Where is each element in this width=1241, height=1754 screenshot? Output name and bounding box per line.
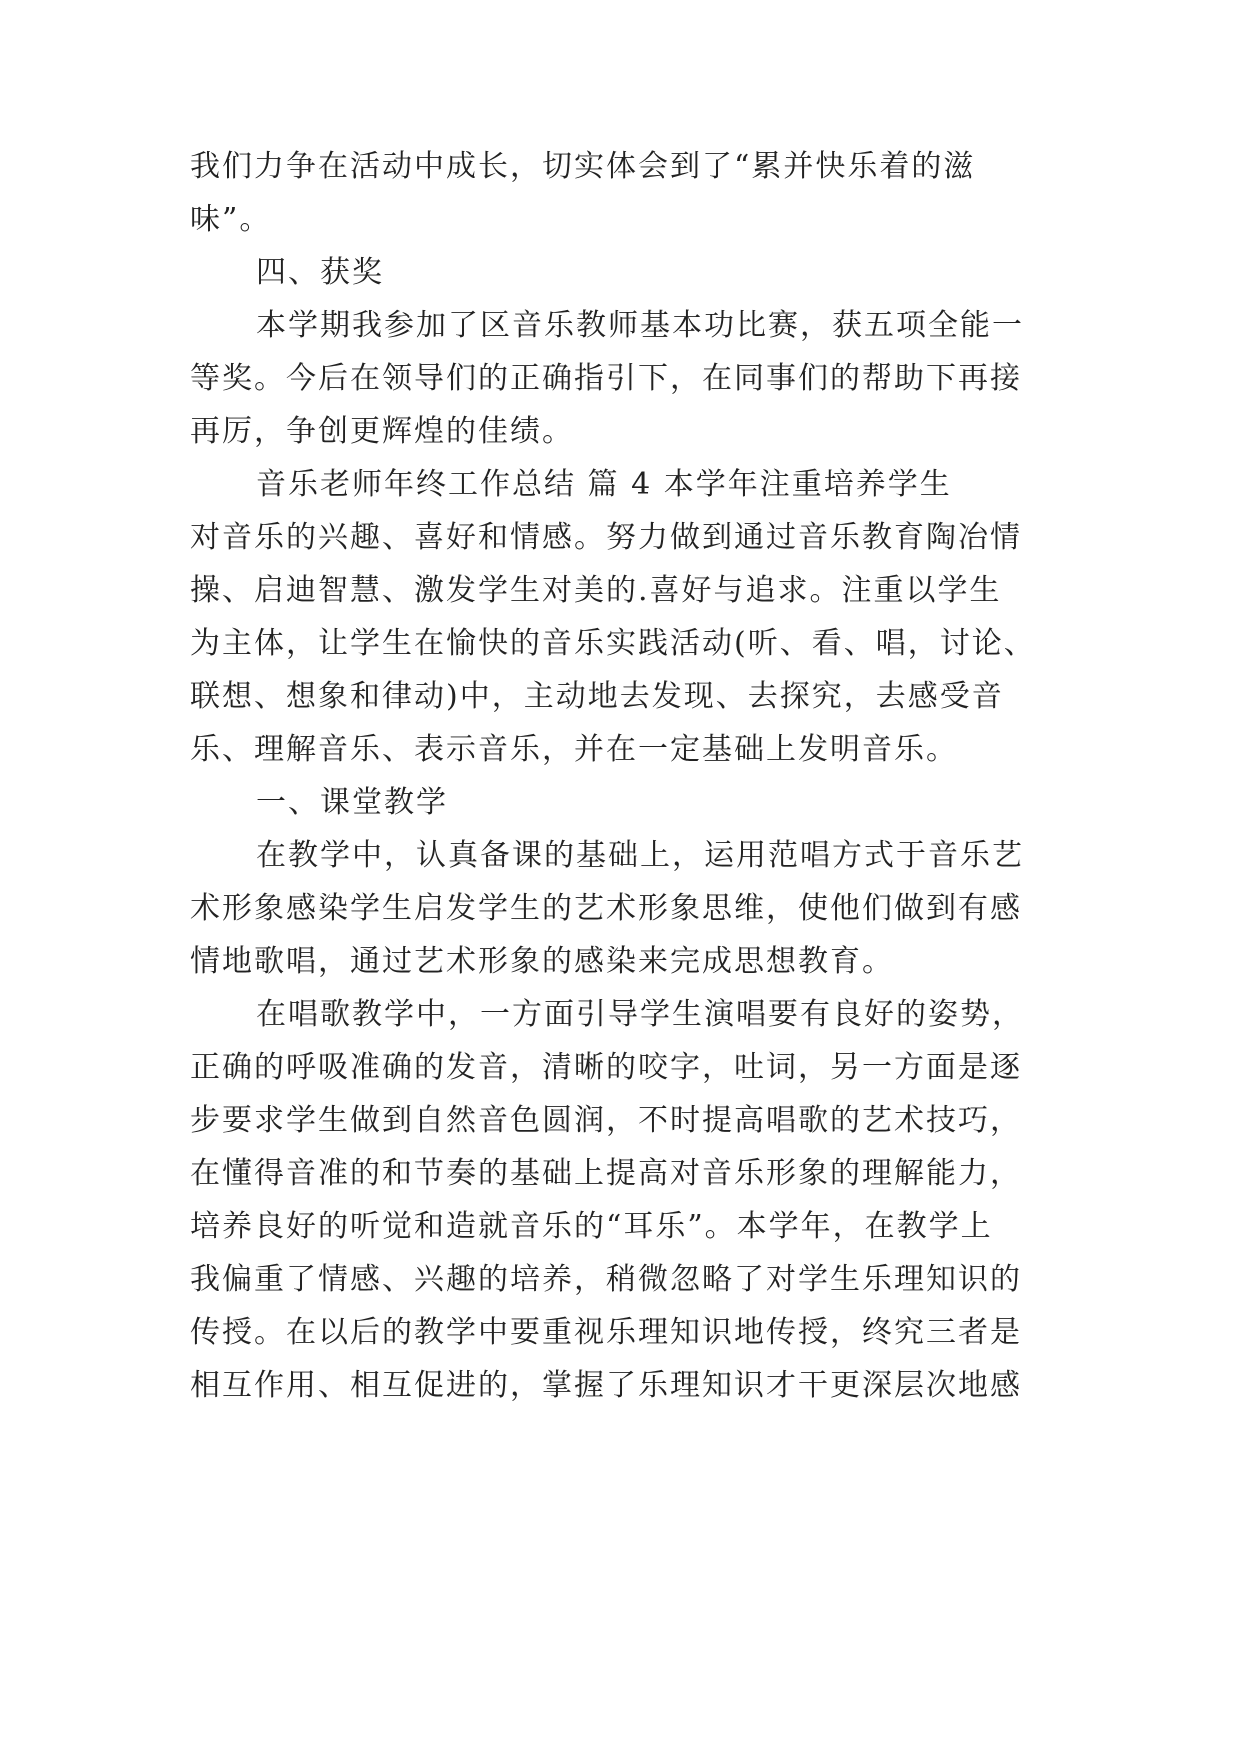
text-line: 传授。在以后的教学中要重视乐理知识地传授，终究三者是 xyxy=(190,1315,1022,1350)
text-line: 本学期我参加了区音乐教师基本功比赛，获五项全能一 xyxy=(256,308,1024,343)
text-line: 等奖。今后在领导们的正确指引下，在同事们的帮助下再接 xyxy=(190,361,1022,396)
text-line: 对音乐的兴趣、喜好和情感。努力做到通过音乐教育陶冶情 xyxy=(190,520,1022,555)
text-line: 操、启迪智慧、激发学生对美的.喜好与追求。注重以学生 xyxy=(190,573,1002,608)
text-line: 我们力争在活动中成长，切实体会到了“累并快乐着的滋 xyxy=(190,149,976,184)
text-line: 正确的呼吸准确的发音，清晰的咬字，吐词，另一方面是逐 xyxy=(190,1050,1022,1085)
text-line: 术形象感染学生启发学生的艺术形象思维，使他们做到有感 xyxy=(190,891,1022,926)
text-line: 在懂得音准的和节奏的基础上提高对音乐形象的理解能力， xyxy=(190,1156,1022,1191)
article-title-line: 音乐老师年终工作总结 篇 4 本学年注重培养学生 xyxy=(256,467,952,502)
text-line: 乐、理解音乐、表示音乐，并在一定基础上发明音乐。 xyxy=(190,732,958,767)
text-line: 步要求学生做到自然音色圆润，不时提高唱歌的艺术技巧， xyxy=(190,1103,1022,1138)
text-line: 再厉，争创更辉煌的佳绩。 xyxy=(190,414,574,449)
section-heading: 一、课堂教学 xyxy=(256,785,448,820)
section-heading: 四、获奖 xyxy=(256,255,384,290)
text-line: 味”。 xyxy=(190,202,272,237)
text-line: 在教学中，认真备课的基础上，运用范唱方式于音乐艺 xyxy=(256,838,1024,873)
text-line: 为主体，让学生在愉快的音乐实践活动(听、看、唱，讨论、 xyxy=(190,626,1036,661)
text-line: 情地歌唱，通过艺术形象的感染来完成思想教育。 xyxy=(190,944,894,979)
text-line: 培养良好的听觉和造就音乐的“耳乐”。本学年，在教学上 xyxy=(190,1209,993,1244)
text-line: 联想、想象和律动)中，主动地去发现、去探究，去感受音 xyxy=(190,679,1004,714)
text-line: 相互作用、相互促进的，掌握了乐理知识才干更深层次地感 xyxy=(190,1368,1022,1403)
text-line: 我偏重了情感、兴趣的培养，稍微忽略了对学生乐理知识的 xyxy=(190,1262,1022,1297)
text-line: 在唱歌教学中，一方面引导学生演唱要有良好的姿势， xyxy=(256,997,1024,1032)
